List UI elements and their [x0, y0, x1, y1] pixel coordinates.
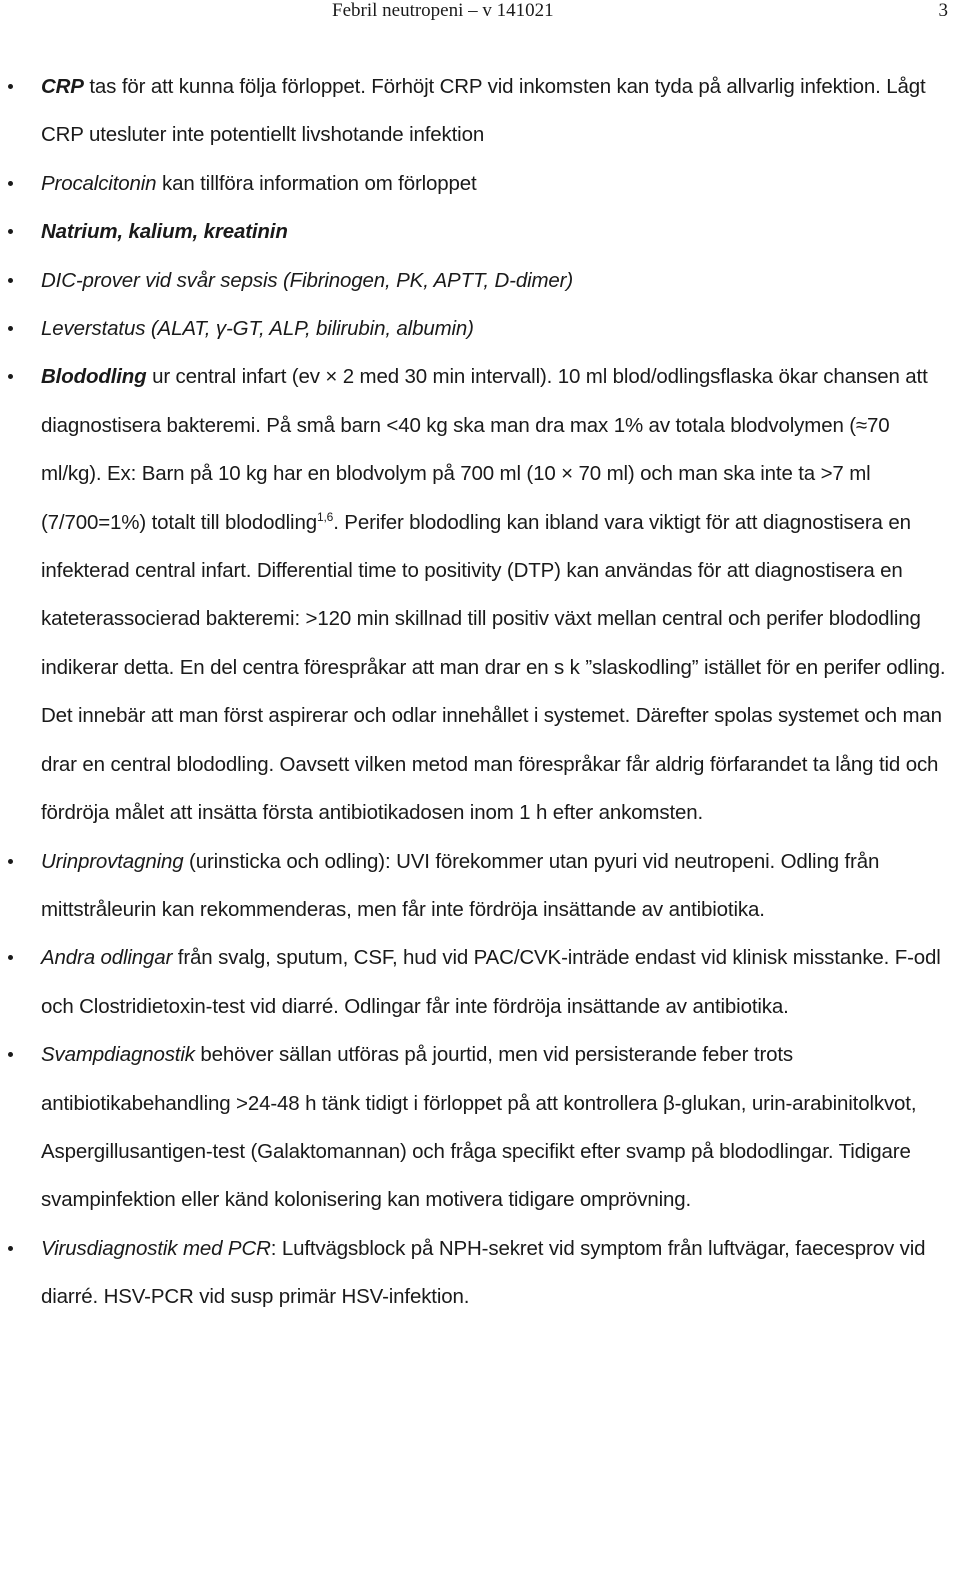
list-item-dic [0, 257, 960, 305]
item-text: tas för att kunna följa förloppet. Förhöjt CRP vid inkomsten kan tyda på allvarlig infektion. Lågt CRP utesluter inte potentiellt livshotande infektion [41, 75, 926, 147]
list-item-crp [0, 63, 960, 160]
list-item-blododling [0, 353, 960, 837]
item-text: (urinsticka och odling): UVI förekommer utan pyuri vid neutropeni. Odling från mittstråleurin kan rekommenderas, men får inte fördröja insättande av antibiotika. [41, 849, 880, 921]
item-text-continued: . Perifer blododling kan ibland vara viktigt för att diagnostisera en infekterad central infart. Differential time to positivity (DTP) kan användas för att diagnostisera en kateterassocierad bakteremi: >120 min skillnad till positiv växt mellan central och perifer blododling indikerar detta. En del centra förespråkar att man drar en s k ”slaskodling” istället för en perifer odling. Det innebär att man först aspirerar och odlar innehållet i systemet. Därefter spolas systemet och man drar en central blododling. Oavsett vilken metod man förespråkar får aldrig förfarandet ta lång tid och fördröja målet att insätta första antibiotikadosen inom 1 h efter ankomsten. [41, 510, 946, 825]
document-title: Febril neutropeni – v 141021 [332, 0, 554, 21]
item-text: behöver sällan utföras på jourtid, men vid persisterande feber trots antibiotikabehandling >24-48 h tänk tidigt i förloppet på att kontrollera β-glukan, urin-arabinitolkvot, Aspergillusantigen-test (Galaktomannan) och fråga specifikt efter svamp på blododlingar. Tidigare svampinfektion eller känd kolonisering kan motivera tidigare omprövning. [41, 1043, 917, 1212]
list-item-leverstatus [0, 305, 960, 353]
item-text: Leverstatus (ALAT, γ-GT, ALP, bilirubin, albumin) [41, 317, 474, 341]
item-text: : Luftvägsblock på NPH-sekret vid symptom från luftvägar, faecesprov vid diarré. HSV-PCR vid susp primär HSV-infektion. [41, 1236, 926, 1309]
list-item-svampdiagnostik [0, 1031, 960, 1225]
page-header [0, 0, 960, 26]
item-text: kan tillföra information om förloppet [156, 171, 477, 195]
list-item-electrolytes [0, 208, 960, 256]
document-body [0, 63, 960, 1322]
item-lead: Svampdiagnostik [41, 1043, 195, 1067]
item-lead: Natrium, kalium, kreatinin [41, 220, 288, 244]
item-lead: Andra odlingar [41, 946, 173, 970]
item-lead: CRP [41, 75, 84, 98]
reference-superscript: 1,6 [316, 509, 334, 524]
list-item-urinprovtagning [0, 838, 960, 935]
item-text: från svalg, sputum, CSF, hud vid PAC/CVK-inträde endast vid klinisk misstanke. F-odl och Clostridietoxin-test vid diarré. Odlingar får inte fördröja insättande av antibiotika. [41, 946, 941, 1018]
list-item-virusdiagnostik [0, 1225, 960, 1322]
item-lead: Procalcitonin [41, 171, 157, 195]
item-lead: Blododling [41, 365, 147, 389]
item-lead: Virusdiagnostik med PCR [41, 1236, 271, 1260]
page-number: 3 [938, 0, 948, 21]
item-text: DIC-prover vid svår sepsis (Fibrinogen, PK, APTT, D-dimer) [41, 268, 574, 292]
list-item-procalcitonin [0, 160, 960, 208]
item-text: ur central infart (ev × 2 med 30 min intervall). 10 ml blod/odlingsflaska ökar chansen att diagnostisera bakteremi. På små barn <40 kg ska man dra max 1% av totala blodvolymen (≈70 ml/kg). Ex: Barn på 10 kg har en blodvolym på 700 ml (10 × 70 ml) och man ska inte ta >7 ml (7/700=1%) totalt till blododling [41, 365, 928, 534]
list-item-andra-odlingar [0, 934, 960, 1031]
item-lead: Urinprovtagning [41, 849, 184, 873]
